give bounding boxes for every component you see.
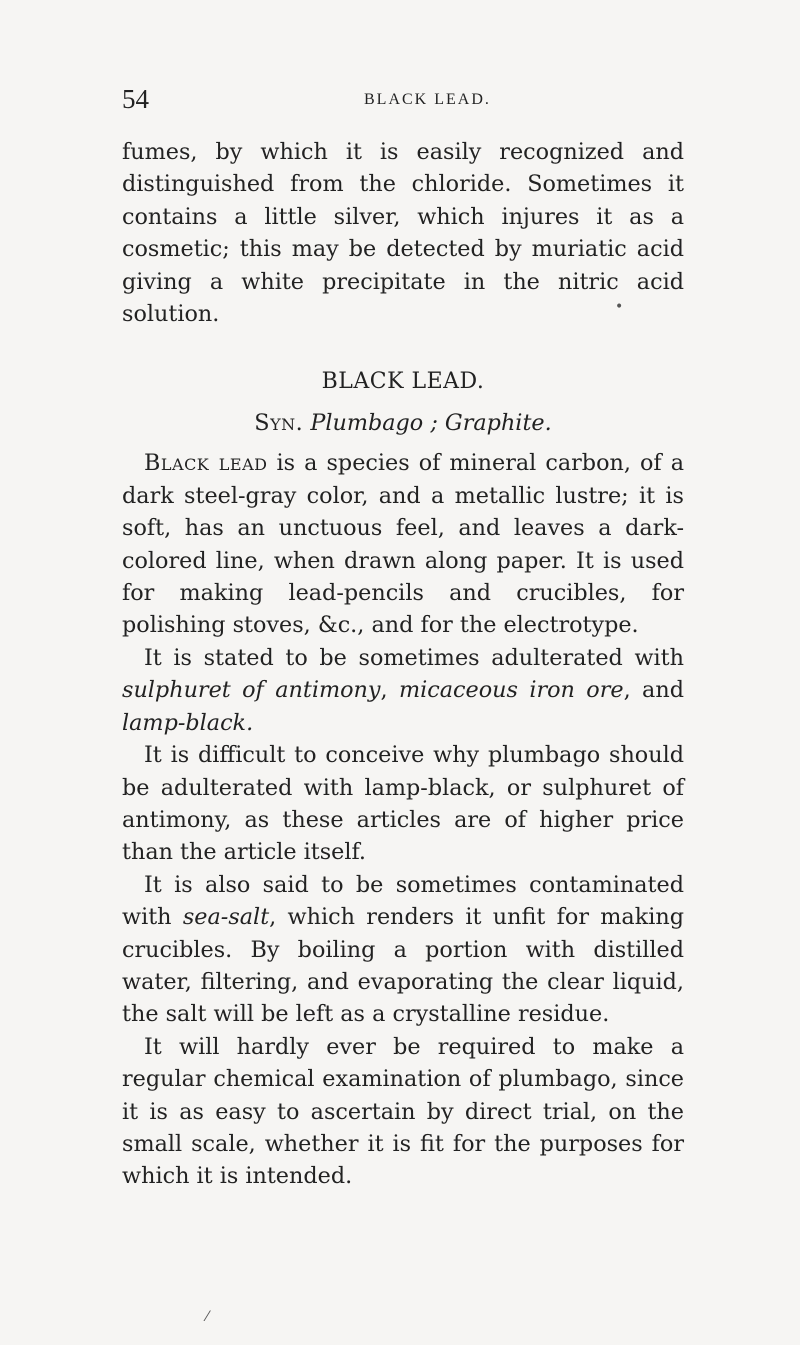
sea-salt-text-a: It is also said to be sometimes contaminated with bbox=[122, 871, 684, 931]
synonym-line bbox=[122, 407, 684, 439]
adulterants-text: It is stated to be sometimes adulterated with bbox=[144, 644, 684, 671]
ink-speck-mark: ⁄ bbox=[206, 1309, 209, 1325]
adulterants-sep-1: , bbox=[380, 677, 399, 704]
description-text: is a species of mineral carbon, of a dark steel-gray color, and a metallic lustre; it is soft, has an unctuous feel, and leaves a dark-colored line, when drawn along paper. It is used for making lead-pencils and crucibles, for polishing stoves, &c., and for the electrotype. bbox=[122, 450, 684, 639]
synonym-label: Syn. bbox=[254, 410, 304, 437]
intro-paragraph: fumes, by which it is easily recognized and distinguished from the chloride. Sometimes it contains a little silver, which injures it as a cosmetic; this may be detected by muriatic acid giving a white precipitate in the nitric acid solution. bbox=[122, 139, 684, 328]
running-title: BLACK LEAD. bbox=[364, 91, 491, 108]
adulterant-iron-ore: micaceous iron ore bbox=[398, 677, 624, 704]
adulterants-sep-2: , and bbox=[623, 677, 684, 704]
ink-speck-mark: • bbox=[615, 299, 624, 315]
running-head bbox=[122, 84, 687, 124]
synonym-text: Plumbago ; Graphite. bbox=[310, 410, 552, 437]
adulterant-sulphuret: sulphuret of antimony bbox=[122, 677, 381, 704]
page-number: 54 bbox=[122, 84, 149, 114]
sea-salt-text-b: , which renders it unfit for making crucibles. By boiling a portion with distilled water, filtering, and evaporating the clear liquid, the salt will be left as a crystalline residue. bbox=[122, 904, 685, 1028]
paragraph-description bbox=[122, 447, 684, 641]
section-title: BLACK LEAD. bbox=[321, 369, 485, 395]
paragraph-conceive: It is difficult to conceive why plumbago should be adulterated with lamp-black, or sulphuret of antimony, as these articles are of higher price than the article itself. bbox=[122, 742, 684, 866]
paragraph-examination: It will hardly ever be required to make a regular chemical examination of plumbago, since it is as easy to ascertain by direct trial, on the small scale, whether it is fit for the purposes for which it is intended. bbox=[122, 1033, 684, 1190]
sea-salt-term: sea-salt bbox=[182, 904, 270, 931]
lead-term: Black lead bbox=[144, 450, 268, 477]
paragraph-adulterants bbox=[122, 642, 684, 739]
paragraph-sea-salt bbox=[122, 869, 684, 1031]
adulterant-lamp-black: lamp-black. bbox=[122, 709, 254, 736]
page-body bbox=[122, 136, 684, 1193]
